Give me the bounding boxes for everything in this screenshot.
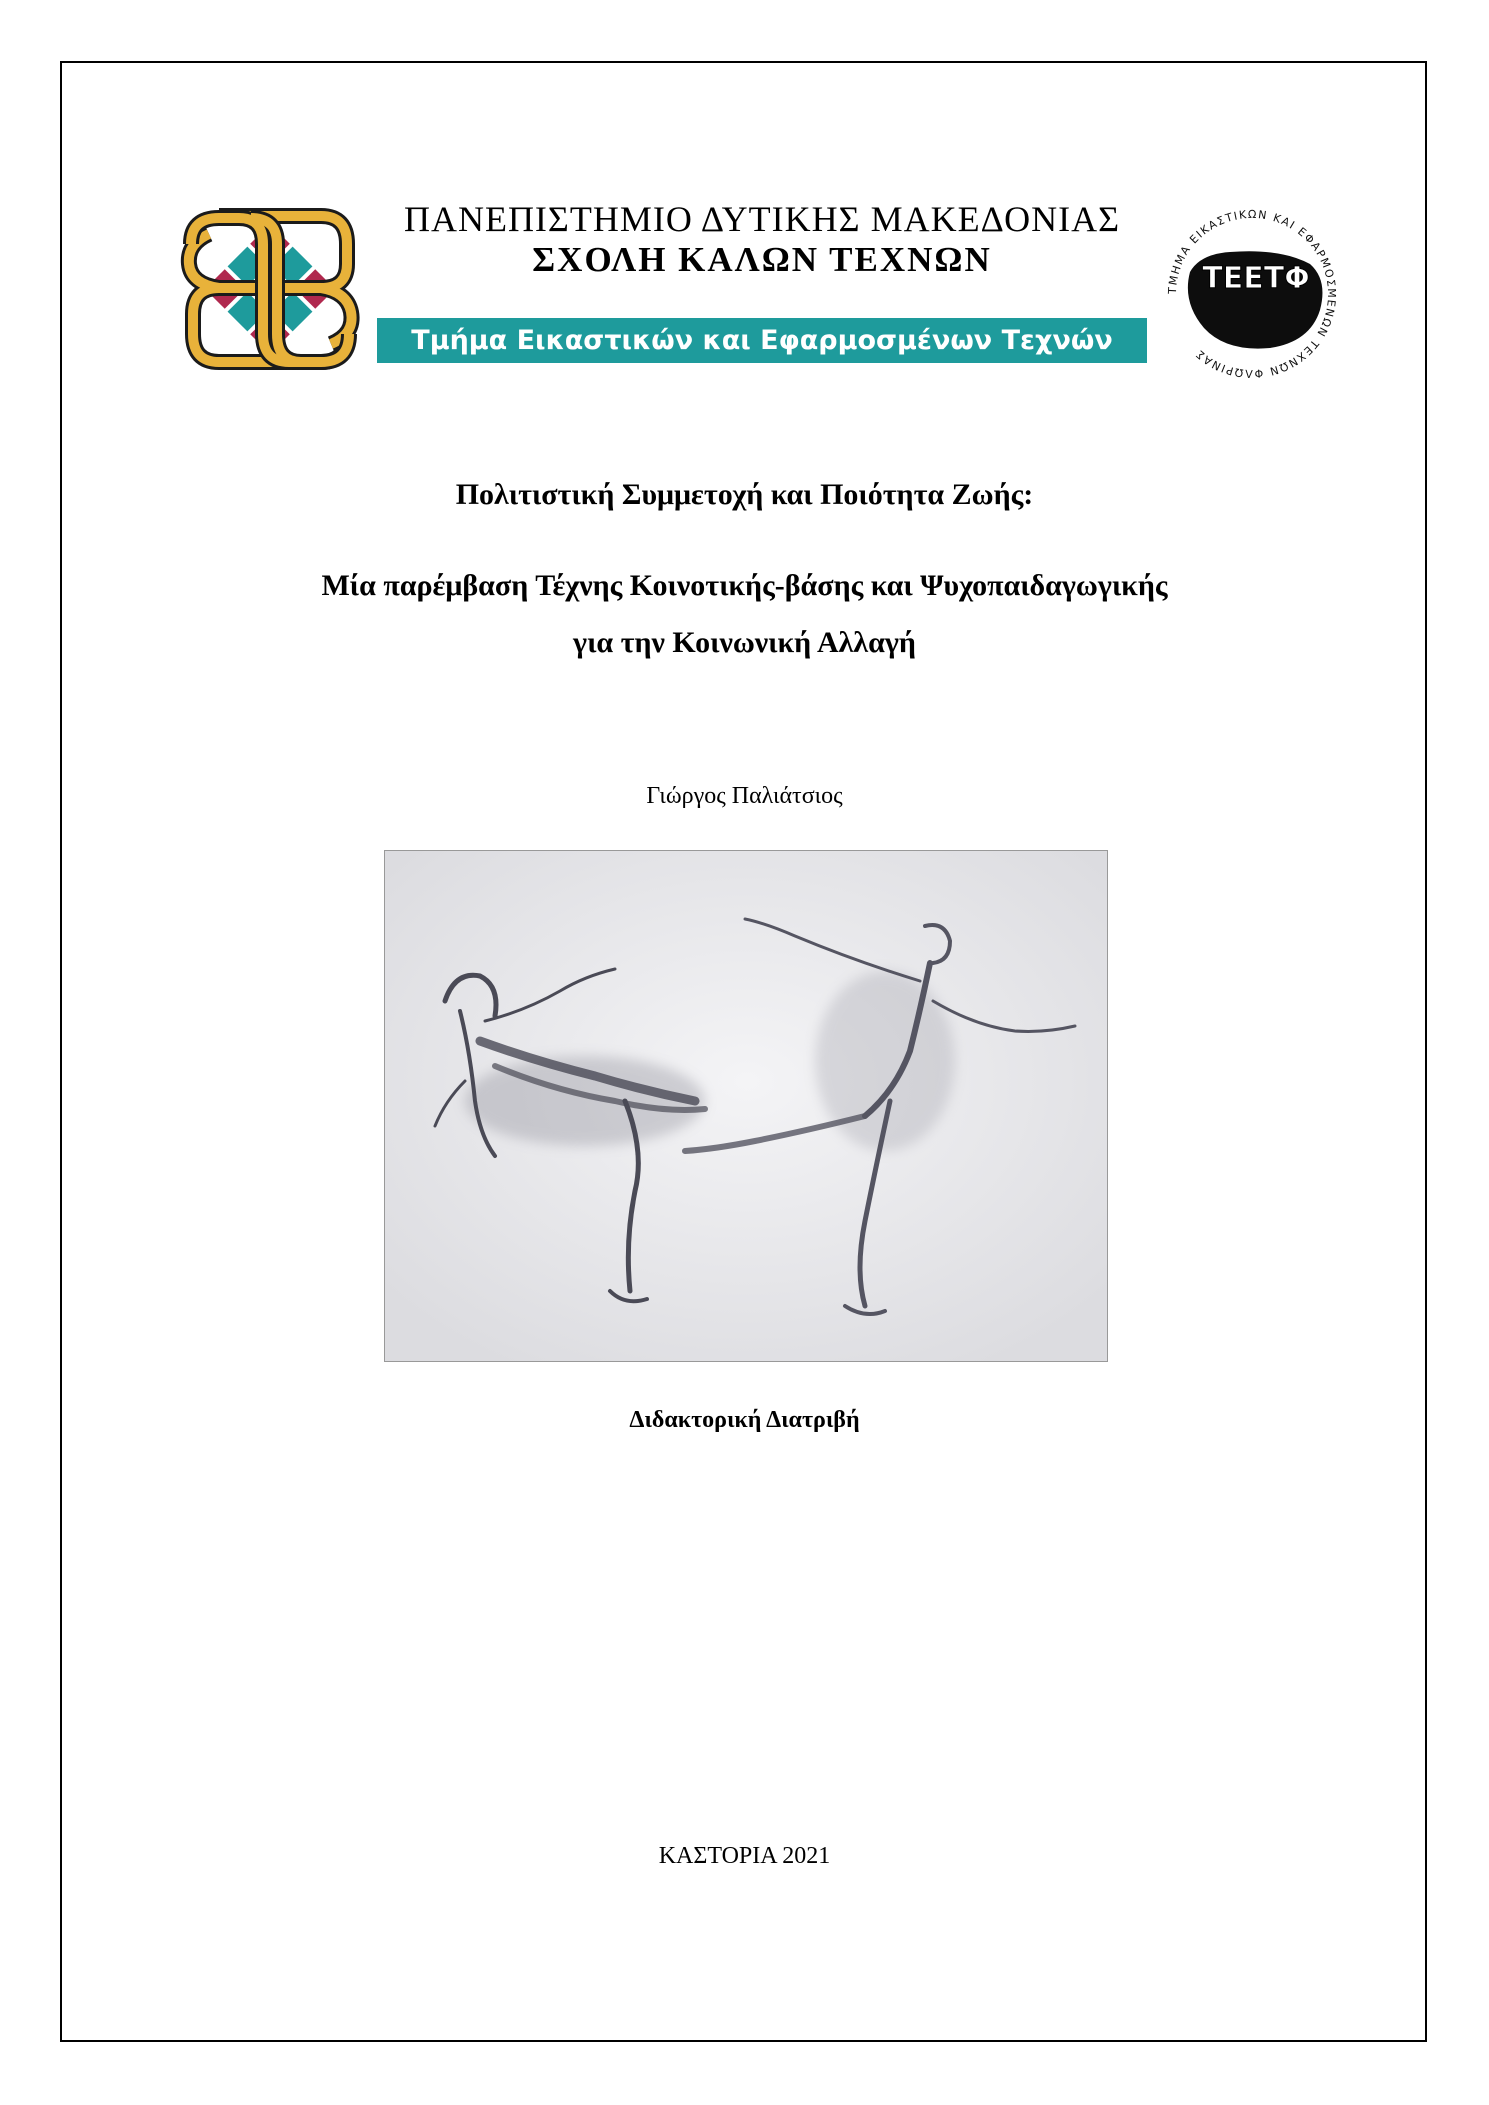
document-type: Διδακτορική Διατριβή [629,1407,860,1433]
seal-ring-text: ΤΜΗΜΑ ΕΙΚΑΣΤΙΚΩΝ ΚΑΙ ΕΦΑΡΜΟΣΜΕΝΩΝ ΤΕΧΝΩΝ ΦΛΩΡΙΝΑΣ [1165,207,1339,381]
place-year: ΚΑΣΤΟΡΙΑ 2021 [658,1843,831,1869]
department-seal-icon [1160,202,1344,386]
university-name: ΠΑΝΕΠΙΣΤΗΜΙΟ ΔΥΤΙΚΗΣ ΜΑΚΕΔΟΝΙΑΣ [403,199,1121,239]
title-line-3: για την Κοινωνική Αλλαγή [573,626,916,659]
title-line-2: Μία παρέμβαση Τέχνης Κοινοτικής-βάσης και Ψυχοπαιδαγωγικής [321,569,1168,602]
department-banner: Τμήμα Εικαστικών και Εφαρμοσμένων Τεχνών [377,318,1147,363]
author-name: Γιώργος Παλιάτσιος [646,783,843,809]
charcoal-sketch-two-figures-icon [384,850,1108,1362]
title-line-1: Πολιτιστική Συμμετοχή και Ποιότητα Ζωής: [455,478,1034,511]
school-name: ΣΧΟΛΗ ΚΑΛΩΝ ΤΕΧΝΩΝ [532,240,992,279]
knot-emblem-icon [179,204,362,374]
seal-center-text: ΤΕΕΤΦ [1202,261,1310,296]
